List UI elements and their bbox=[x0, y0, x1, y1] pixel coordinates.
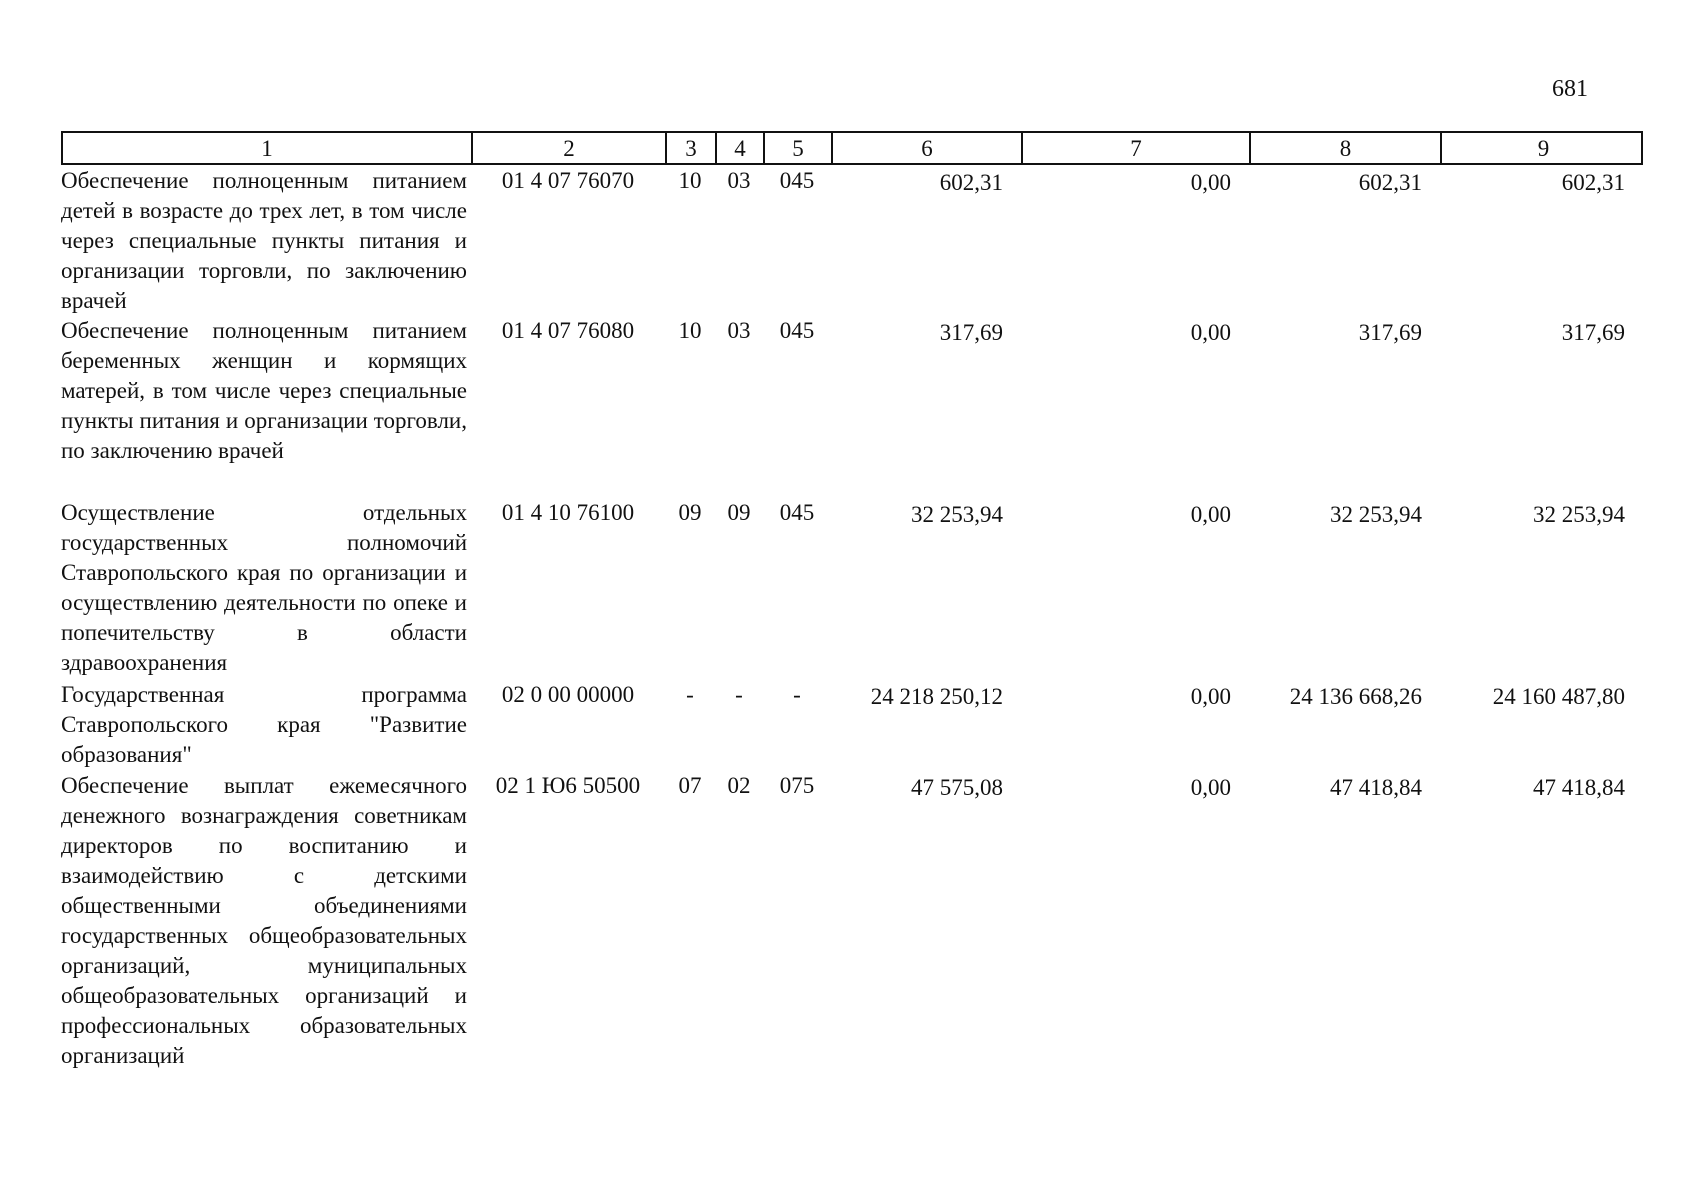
row-name: Осуществление отдельных государственных полномочий Ставропольского края по организации и осуществлению деятельности по опеке и попечительству в области здравоохранения bbox=[61, 500, 467, 675]
row-name: Обеспечение полноценным питанием детей в возрасте до трех лет, в том числе через специальные пункты питания и организации торговли, по заключению врачей bbox=[61, 168, 467, 313]
amount-column-6: 47 575,08 bbox=[911, 775, 1003, 800]
table-row bbox=[61, 497, 1643, 679]
row-name: Обеспечение выплат ежемесячного денежного вознаграждения советникам директоров по воспитанию и взаимодействию с детскими общественными объединениями государственных общеобразовательных организаций, муниципальных общеобразовательных организаций и профессиональных образовательных организаций bbox=[61, 773, 467, 1068]
budget-table bbox=[61, 131, 1643, 1070]
section-code: 10 bbox=[678, 318, 702, 343]
amount-column-9: 47 418,84 bbox=[1533, 775, 1625, 800]
amount-column-7: 0,00 bbox=[1190, 170, 1231, 195]
target-article-code: 02 0 00 00000 bbox=[501, 682, 635, 707]
expense-type-code: 045 bbox=[779, 168, 815, 193]
subsection-code: 03 bbox=[727, 318, 751, 343]
column-number-2: 2 bbox=[473, 133, 667, 165]
subsection-code: 03 bbox=[727, 168, 751, 193]
expense-type-code: 075 bbox=[779, 773, 815, 798]
section-code: 09 bbox=[678, 500, 702, 525]
section-code: 07 bbox=[678, 773, 702, 798]
amount-column-9: 602,31 bbox=[1561, 170, 1625, 195]
target-article-code: 01 4 07 76070 bbox=[501, 168, 635, 193]
table-header-row bbox=[61, 131, 1643, 165]
amount-column-8: 24 136 668,26 bbox=[1289, 684, 1422, 709]
amount-column-6: 32 253,94 bbox=[911, 502, 1003, 527]
column-number-7: 7 bbox=[1023, 133, 1251, 165]
column-number-5: 5 bbox=[765, 133, 833, 165]
target-article-code: 02 1 Ю6 50500 bbox=[495, 773, 641, 798]
column-number-8: 8 bbox=[1251, 133, 1442, 165]
amount-column-9: 32 253,94 bbox=[1533, 502, 1625, 527]
target-article-code: 01 4 07 76080 bbox=[501, 318, 635, 343]
column-number-1: 1 bbox=[63, 133, 473, 165]
amount-column-8: 32 253,94 bbox=[1330, 502, 1422, 527]
amount-column-9: 317,69 bbox=[1561, 320, 1625, 345]
expense-type-code: - bbox=[793, 682, 801, 707]
subsection-code: 09 bbox=[727, 500, 751, 525]
amount-column-7: 0,00 bbox=[1190, 320, 1231, 345]
column-number-9: 9 bbox=[1537, 136, 1550, 161]
row-name: Обеспечение полноценным питанием беременных женщин и кормящих матерей, в том числе через специальные пункты питания и организации торговли, по заключению врачей bbox=[61, 318, 467, 463]
column-number-3: 3 bbox=[667, 133, 717, 165]
section-code: 10 bbox=[678, 168, 702, 193]
table-row bbox=[61, 315, 1643, 497]
page-number: 681 bbox=[1552, 76, 1588, 102]
amount-column-7: 0,00 bbox=[1190, 775, 1231, 800]
section-code: - bbox=[686, 682, 694, 707]
expense-type-code: 045 bbox=[779, 500, 815, 525]
amount-column-7: 0,00 bbox=[1190, 684, 1231, 709]
amount-column-8: 602,31 bbox=[1358, 170, 1422, 195]
expense-type-code: 045 bbox=[779, 318, 815, 343]
amount-column-6: 24 218 250,12 bbox=[870, 684, 1003, 709]
target-article-code: 01 4 10 76100 bbox=[501, 500, 635, 525]
table-row bbox=[61, 770, 1643, 1070]
subsection-code: - bbox=[735, 682, 743, 707]
amount-column-7: 0,00 bbox=[1190, 502, 1231, 527]
table-row bbox=[61, 679, 1643, 770]
table-row bbox=[61, 165, 1643, 315]
amount-column-8: 317,69 bbox=[1358, 320, 1422, 345]
column-number-4: 4 bbox=[717, 133, 765, 165]
amount-column-6: 602,31 bbox=[939, 170, 1003, 195]
row-name: Государственная программа Ставропольского края "Развитие образования" bbox=[61, 682, 467, 767]
amount-column-6: 317,69 bbox=[939, 320, 1003, 345]
column-number-6: 6 bbox=[833, 133, 1023, 165]
amount-column-8: 47 418,84 bbox=[1330, 775, 1422, 800]
subsection-code: 02 bbox=[727, 773, 751, 798]
amount-column-9: 24 160 487,80 bbox=[1492, 684, 1625, 709]
